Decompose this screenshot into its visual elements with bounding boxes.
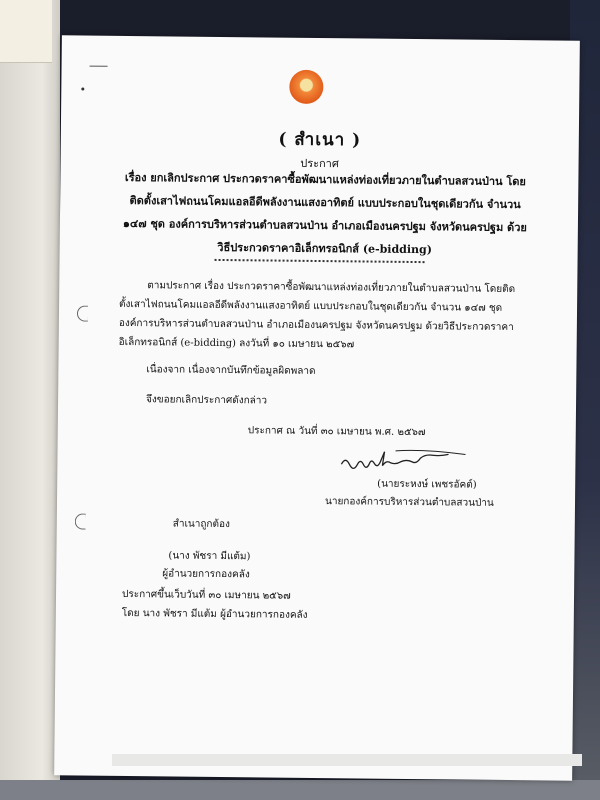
background-paper-left — [0, 0, 60, 800]
document-title: ( สำเนา ) — [278, 129, 362, 151]
certifier-title: ผู้อำนวยการกองคลัง — [162, 568, 250, 581]
certified-copy-label: สำเนาถูกต้อง — [172, 518, 230, 531]
announcement-label: ประกาศ — [300, 156, 339, 171]
background-floor — [0, 780, 600, 800]
signatory-name: (นายระหงษ์ เพชรอัคต์) — [377, 478, 477, 491]
handwritten-signature — [339, 446, 469, 473]
punch-hole-icon — [75, 513, 86, 529]
punch-hole-icon — [77, 305, 88, 321]
certifier-name: (นาง พัชรา มีแต้ม) — [168, 550, 251, 563]
signatory-title: นายกองค์การบริหารส่วนตำบลสวนป่าน — [324, 496, 494, 509]
document-subject: เรื่อง ยกเลิกประกาศ ประกวดราคาซื้อพัฒนาแหล่งท่องเที่ยวภายในตำบลสวนป่าน โดยติดตั้งเสาไฟถนนโคมแอลอีดีพลังงานแสงอาทิตย์ แบบประกอบในชุดเดียวกัน จำนวน ๑๔๗ ชุด องค์การบริหารส่วนตำบลสวนป่าน อำเภอเมืองนครปฐม จังหวัดนครปฐม ด้วยวิธีประกวดราคาอิเล็กทรอนิกส์ (e-bidding) — [122, 170, 527, 257]
document-page — [54, 35, 580, 780]
paper-bottom-edge — [112, 754, 582, 766]
announcement-date: ประกาศ ณ วันที่ ๓๐ เมษายน พ.ศ. ๒๕๖๗ — [247, 425, 426, 439]
reason-text: เนื่องจาก เนื่องจากบันทึกข้อมูลผิดพลาด — [146, 364, 316, 377]
body-paragraph: ตามประกาศ เรื่อง ประกวดราคาซื้อพัฒนาแหล่งท่องเที่ยวภายในตำบลสวนป่าน โดยติดตั้งเสาไฟถนนโคมแอลอีดีพลังงานแสงอาทิตย์ แบบประกอบในชุดเดียวกัน จำนวน ๑๔๗ ชุด องค์การบริหารส่วนตำบลสวนป่าน อำเภอเมืองนครปฐม จังหวัดนครปฐม ด้วยวิธีประกวดราคาอิเล็กทรอนิกส์ (e-bidding) ลงวันที่ ๑๐ เมษายน ๒๕๖๗ — [118, 280, 516, 351]
pencil-dot — [81, 88, 84, 91]
push-pin-icon — [289, 70, 323, 104]
posted-date: ประกาศขึ้นเว็บวันที่ ๓๐ เมษายน ๒๕๖๗ — [121, 588, 291, 602]
background-note-paper — [0, 0, 52, 63]
pencil-mark — [90, 66, 108, 67]
cancel-statement: จึงขอยกเลิกประกาศดังกล่าว — [146, 394, 268, 407]
posted-by: โดย นาง พัชรา มีแต้ม ผู้อำนวยการกองคลัง — [121, 607, 308, 621]
